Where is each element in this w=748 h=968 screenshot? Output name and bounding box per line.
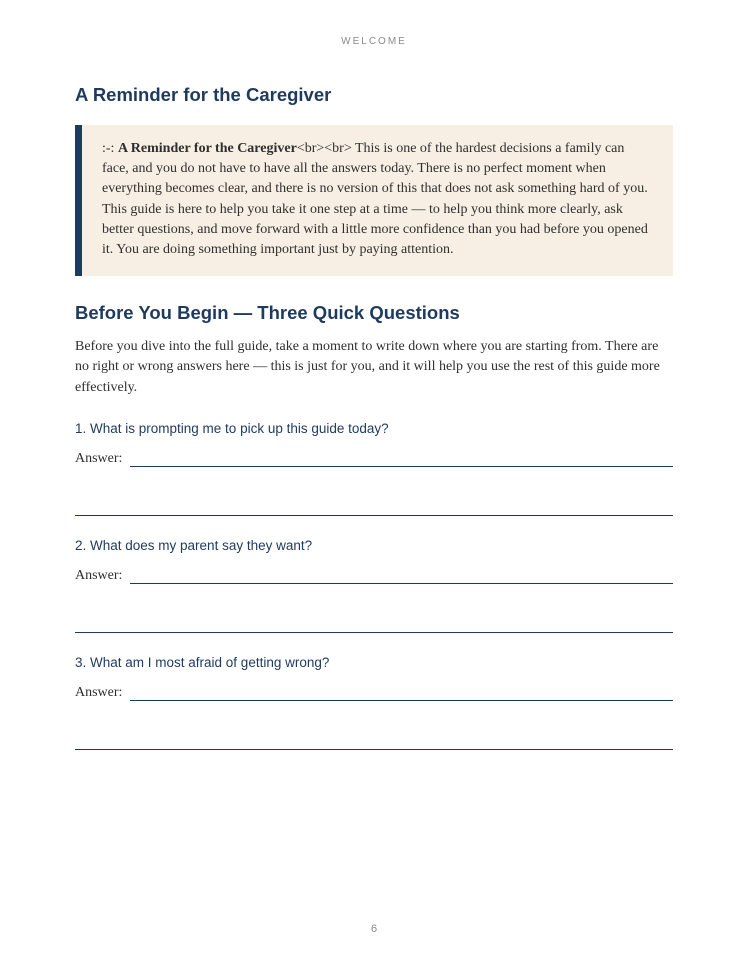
- question-block-1: [75, 421, 673, 516]
- running-header: WELCOME: [341, 36, 407, 47]
- worksheet-intro: Before you dive into the full guide, take a moment to write down where you are starting from. There are no right or wrong answers here — this is just for you, and it will help you use the rest of this guide more effectively.: [75, 339, 660, 395]
- answer-label: Answer:: [75, 567, 123, 583]
- answer-row: [75, 682, 673, 701]
- question-label: 2. What does my parent say they want?: [75, 537, 313, 553]
- callout-body: This is one of the hardest decisions a family can face, and you do not have to have all the answers today. There is no perfect moment when everything becomes clear, and there is no version of this that does not ask something hard of you. This guide is here to help you take it one step at a time — to help you think more clearly, ask better questions, and move forward with a little more confidence than you had before you opened it. You are doing something important just by paying attention.: [102, 141, 648, 258]
- page-number: 6: [370, 923, 378, 935]
- callout-raw-tags: <br><br>: [296, 141, 352, 156]
- worksheet-title: Before You Begin — Three Quick Questions: [75, 302, 460, 324]
- answer-line-extra[interactable]: [75, 631, 673, 633]
- reminder-callout: [75, 125, 673, 276]
- page-content: [75, 84, 673, 772]
- question-label: 1. What is prompting me to pick up this guide today?: [75, 420, 389, 436]
- answer-line-extra[interactable]: [75, 748, 673, 750]
- callout-prefix: :-:: [102, 141, 118, 156]
- question-block-3: [75, 655, 673, 750]
- answer-label: Answer:: [75, 684, 123, 700]
- answer-line[interactable]: [130, 582, 673, 584]
- callout-bold-title: A Reminder for the Caregiver: [117, 141, 297, 156]
- answer-label: Answer:: [75, 450, 123, 466]
- question-block-2: [75, 538, 673, 633]
- answer-line[interactable]: [130, 699, 673, 701]
- answer-line[interactable]: [130, 465, 673, 467]
- section-title: A Reminder for the Caregiver: [75, 84, 332, 105]
- answer-row: [75, 448, 673, 467]
- question-label: 3. What am I most afraid of getting wrong?: [75, 654, 330, 670]
- answer-row: [75, 565, 673, 584]
- answer-line-extra[interactable]: [75, 514, 673, 516]
